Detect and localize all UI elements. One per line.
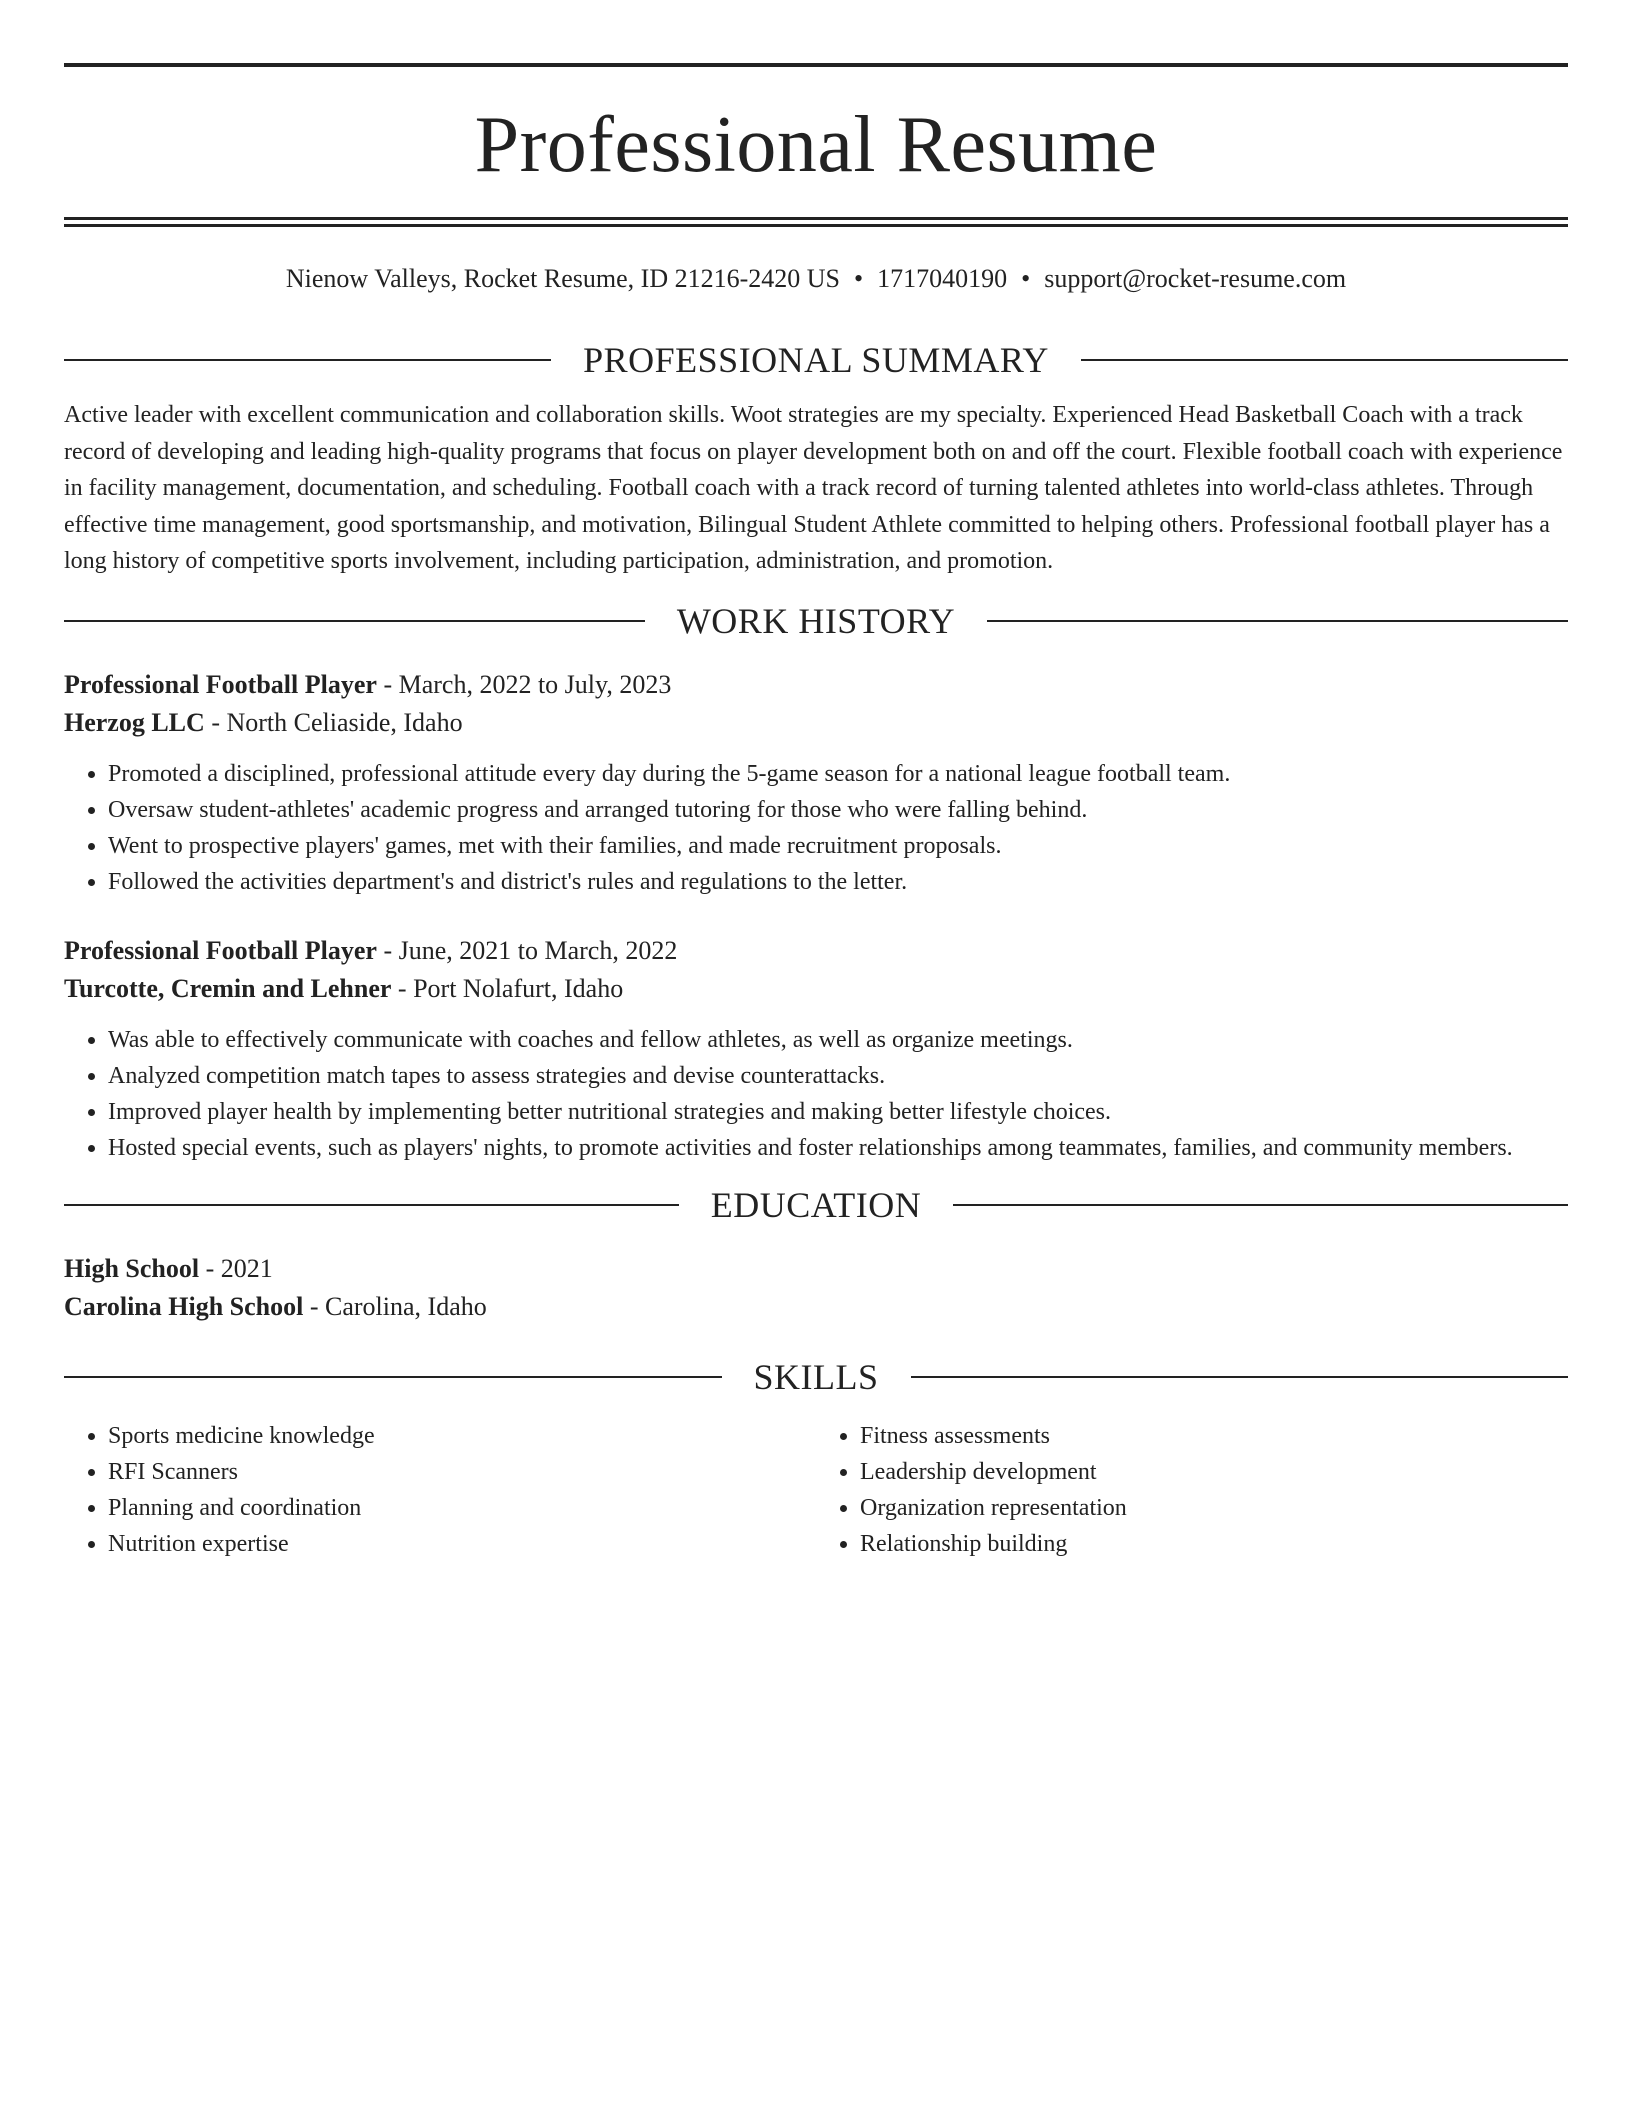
section-rule bbox=[64, 359, 551, 361]
skills-list-left bbox=[64, 1418, 816, 1562]
education-school-line bbox=[64, 1288, 1568, 1326]
job-entry bbox=[64, 666, 1568, 900]
job-location: - Port Nolafurt, Idaho bbox=[391, 973, 624, 1003]
job-bullet: • Analyzed competition match tapes to assess strategies and devise counterattacks. bbox=[108, 1058, 1568, 1094]
section-rule bbox=[953, 1204, 1568, 1206]
job-company-line bbox=[64, 970, 1568, 1008]
contact-separator: • bbox=[853, 264, 864, 293]
job-bullets bbox=[64, 1022, 1568, 1166]
job-dates: - June, 2021 to March, 2022 bbox=[376, 935, 678, 965]
education-year: - 2021 bbox=[199, 1253, 273, 1283]
skill-item: • Nutrition expertise bbox=[108, 1526, 816, 1562]
job-company-line bbox=[64, 704, 1568, 742]
job-bullet: • Went to prospective players' games, met with their families, and made recruitment proposals. bbox=[108, 828, 1568, 864]
skill-item: • Planning and coordination bbox=[108, 1490, 816, 1526]
section-rule bbox=[1081, 359, 1568, 361]
job-bullets bbox=[64, 756, 1568, 900]
job-entry bbox=[64, 932, 1568, 1166]
contact-phone: 1717040190 bbox=[877, 264, 1008, 293]
title-double-rule bbox=[64, 217, 1568, 227]
skills-columns bbox=[64, 1418, 1568, 1562]
job-bullet: • Improved player health by implementing better nutritional strategies and making better lifestyle choices. bbox=[108, 1094, 1568, 1130]
summary-text: Active leader with excellent communication and collaboration skills. Woot strategies are my specialty. Experienced Head Basketball Coach with a track record of developing and leading high-quality programs that focus on player development both on and off the court. Flexible football coach with experience in facility management, documentation, and scheduling. Football coach with a track record of turning talented athletes into world-class athletes. Through effective time management, good sportsmanship, and motivation, Bilingual Student Athlete committed to helping others. Professional football player has a long history of competitive sports involvement, including participation, administration, and promotion. bbox=[64, 402, 1563, 575]
job-bullet: • Was able to effectively communicate with coaches and fellow athletes, as well as organize meetings. bbox=[108, 1022, 1568, 1058]
job-title: Professional Football Player bbox=[64, 935, 377, 965]
section-header-work bbox=[64, 600, 1568, 642]
contact-separator: • bbox=[1021, 264, 1031, 293]
contact-line bbox=[64, 263, 1568, 294]
skill-item: • Sports medicine knowledge bbox=[108, 1418, 816, 1454]
job-title: Professional Football Player bbox=[64, 669, 377, 699]
skill-item: • Fitness assessments bbox=[860, 1418, 1568, 1454]
job-title-line bbox=[64, 932, 1568, 970]
skill-item: • Organization representation bbox=[860, 1490, 1568, 1526]
job-company: Turcotte, Cremin and Lehner bbox=[64, 973, 392, 1003]
education-degree-line bbox=[64, 1250, 1568, 1288]
section-rule bbox=[911, 1376, 1569, 1378]
section-title-education: EDUCATION bbox=[710, 1184, 922, 1225]
section-header-summary bbox=[64, 339, 1568, 381]
section-title-skills: SKILLS bbox=[753, 1356, 879, 1397]
skill-item: • Relationship building bbox=[860, 1526, 1568, 1562]
education-entry bbox=[64, 1250, 1568, 1326]
section-rule bbox=[987, 620, 1568, 622]
section-rule bbox=[64, 1204, 679, 1206]
job-dates: - March, 2022 to July, 2023 bbox=[376, 669, 672, 699]
resume-title: Professional Resume bbox=[474, 101, 1158, 189]
job-location: - North Celiaside, Idaho bbox=[204, 707, 463, 737]
education-degree: High School bbox=[64, 1253, 200, 1283]
education-location: - Carolina, Idaho bbox=[303, 1291, 487, 1321]
skill-item: • Leadership development bbox=[860, 1454, 1568, 1490]
section-title-summary: PROFESSIONAL SUMMARY bbox=[583, 340, 1049, 381]
contact-email[interactable]: support@rocket-resume.com bbox=[1044, 264, 1347, 293]
skills-list-right bbox=[816, 1418, 1568, 1562]
section-rule bbox=[64, 620, 645, 622]
section-title-work: WORK HISTORY bbox=[676, 600, 956, 641]
top-rule bbox=[64, 63, 1568, 67]
job-bullet: • Hosted special events, such as players' nights, to promote activities and foster relationships among teammates, families, and community members. bbox=[108, 1130, 1568, 1166]
education-school: Carolina High School bbox=[64, 1291, 304, 1321]
section-rule bbox=[64, 1376, 722, 1378]
section-header-skills bbox=[64, 1356, 1568, 1398]
job-bullet: • Oversaw student-athletes' academic progress and arranged tutoring for those who were falling behind. bbox=[108, 792, 1568, 828]
section-header-education bbox=[64, 1184, 1568, 1226]
skill-item: • RFI Scanners bbox=[108, 1454, 816, 1490]
job-bullet: • Followed the activities department's and district's rules and regulations to the letter. bbox=[108, 864, 1568, 900]
job-title-line bbox=[64, 666, 1568, 704]
job-company: Herzog LLC bbox=[64, 707, 205, 737]
contact-address: Nienow Valleys, Rocket Resume, ID 21216-2420 US bbox=[285, 264, 840, 293]
job-bullet: • Promoted a disciplined, professional attitude every day during the 5-game season for a national league football team. bbox=[108, 756, 1568, 792]
